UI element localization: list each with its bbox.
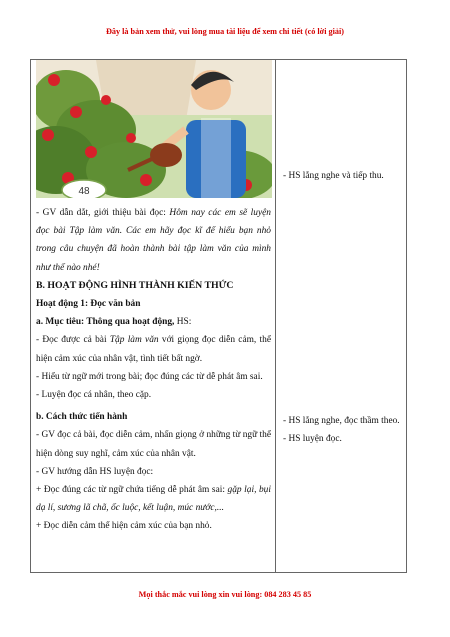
lesson-table [30,59,407,573]
student-response-2-text: - HS lắng nghe, đọc thầm theo. [283,416,400,426]
intro-prefix: - GV dẫn dắt, giới thiệu bài đọc: [36,208,170,218]
method-item-3-words: gặp lại, bụi dạ lí, sương lã chã, ốc luộc, kết luận, múc nước,... [36,485,271,514]
intro-quote: Hôm nay các em sẽ luyện đọc bài Tập làm văn. Các em hãy đọc kĩ để hiểu bạn nhỏ trong câu chuyện đã hoàn thành bài tập làm văn của mình như thế nào nhé! [36,208,271,273]
method-item-3-prefix: + Đọc đúng các từ ngữ chứa tiếng dễ phát âm sai: [36,485,228,496]
section-b-heading: B. HOẠT ĐỘNG HÌNH THÀNH KIẾN THỨC [36,279,234,291]
student-response-1 [283,167,405,185]
column-divider [275,60,276,572]
intro-paragraph [36,204,271,277]
goal-item-2: - Hiểu từ ngữ mới trong bài; đọc đúng các từ dễ phát âm sai. [36,371,263,382]
student-response-3-text: - HS luyện đọc. [283,434,342,445]
activity-1-heading: Hoạt động 1: Đọc văn bản [36,299,141,310]
goal-item-3: - Luyện đọc cá nhân, theo cặp. [36,390,152,401]
method-heading: b. Cách thức tiến hành [36,412,128,423]
boy-watering-flowers-image [36,60,272,198]
goal-item-1-title: Tập làm văn [109,335,159,346]
goal-item-1 [36,331,271,367]
lesson-illustration [36,60,272,198]
goal-line [36,313,271,331]
student-response-1-text: - HS lắng nghe và tiếp thu. [283,171,384,181]
page-number-badge: 48 [78,186,90,197]
method-item-4: + Đọc diễn cảm thể hiện cảm xúc của bạn nhỏ. [36,521,212,532]
student-response-2 [283,412,405,448]
goal-label: a. Mục tiêu: Thông qua hoạt động, [36,317,175,328]
method-item-1: - GV đọc cả bài, đọc diễn cảm, nhấn giọng ở những từ ngữ thể hiện dòng suy nghĩ, cảm xúc của nhân vật. [36,430,271,459]
preview-notice: Đây là bản xem thử, vui lòng mua tài liệu để xem chi tiết (có lời giải) [105,27,344,36]
method-item-2: - GV hướng dẫn HS luyện đọc: [36,466,154,477]
method-item-3 [36,481,271,517]
goal-rest: HS: [174,317,192,328]
contact-notice: Mọi thắc mắc vui lòng xin vui lòng: 084 283 45 85 [138,590,312,599]
goal-item-1-rest: với giọng đọc diễn cảm, thể hiện cảm xúc của nhân vật, tình tiết bất ngờ. [36,335,271,364]
teacher-column [36,60,271,536]
goal-item-1-prefix: - Đọc được cả bài [36,335,110,346]
